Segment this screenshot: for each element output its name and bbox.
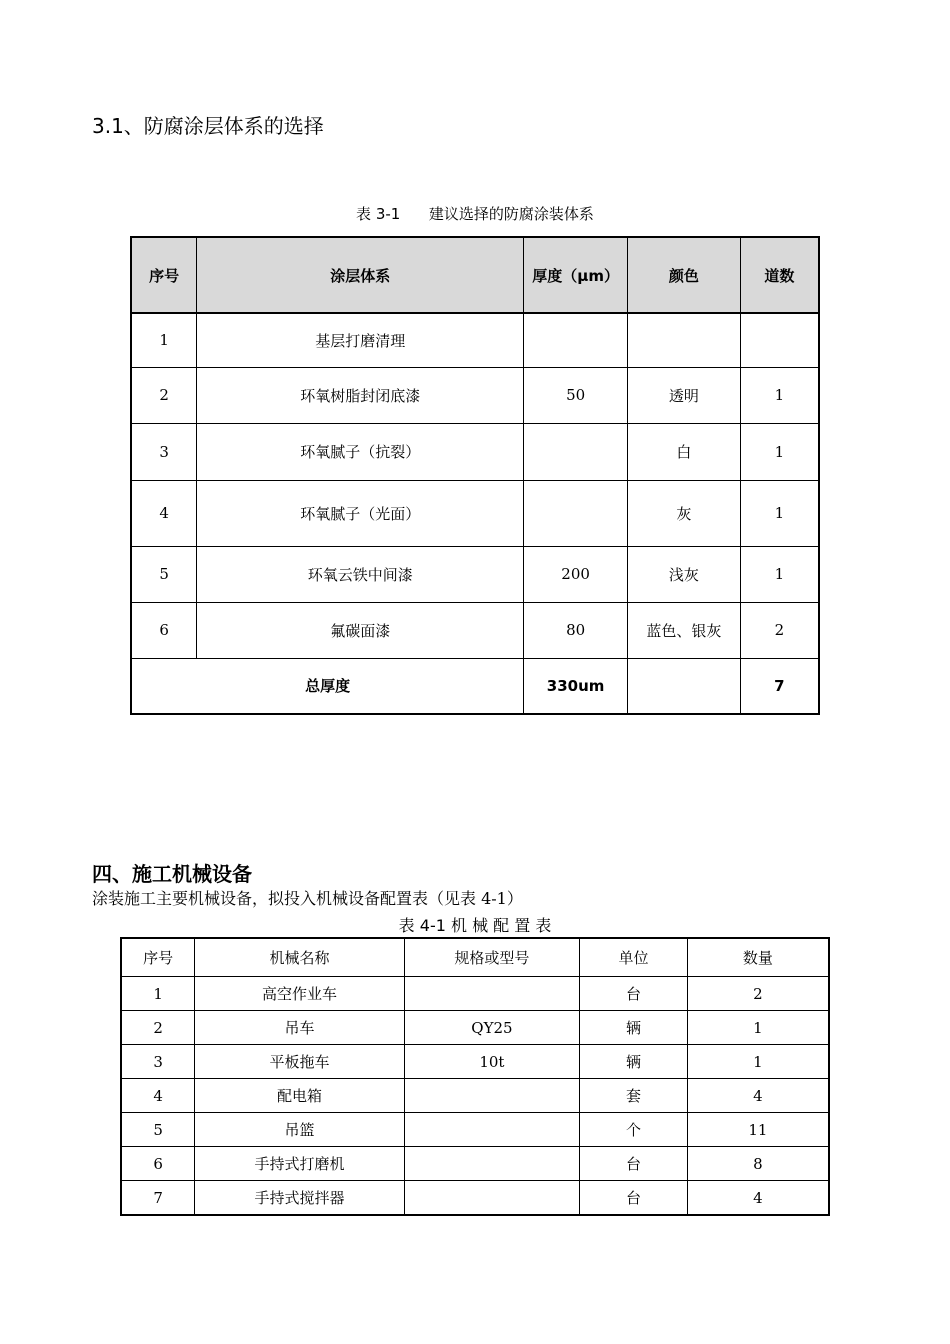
cell-coats: 2 bbox=[740, 602, 819, 658]
machinery-table bbox=[120, 937, 830, 1216]
header-coats: 道数 bbox=[740, 237, 819, 313]
cell-index: 2 bbox=[121, 1011, 195, 1045]
cell-machine-name: 吊车 bbox=[195, 1011, 404, 1045]
cell-coats: 1 bbox=[740, 367, 819, 423]
cell-coating: 环氧腻子（抗裂） bbox=[197, 423, 524, 480]
cell-unit: 台 bbox=[580, 977, 688, 1011]
cell-thickness bbox=[524, 423, 628, 480]
table-3-1-caption: 表 3-1 建议选择的防腐涂装体系 bbox=[356, 205, 594, 223]
header-quantity: 数量 bbox=[687, 938, 829, 977]
table-row bbox=[131, 480, 819, 546]
cell-model: 10t bbox=[404, 1045, 580, 1079]
table-row bbox=[131, 313, 819, 367]
cell-model: QY25 bbox=[404, 1011, 580, 1045]
table-header-row bbox=[131, 237, 819, 313]
cell-unit: 台 bbox=[580, 1181, 688, 1216]
cell-machine-name: 手持式打磨机 bbox=[195, 1147, 404, 1181]
cell-color bbox=[628, 313, 741, 367]
cell-index: 6 bbox=[131, 602, 197, 658]
cell-index: 7 bbox=[121, 1181, 195, 1216]
section-3-1-title: 3.1、防腐涂层体系的选择 bbox=[92, 114, 324, 138]
cell-model bbox=[404, 1079, 580, 1113]
table-header-row bbox=[121, 938, 829, 977]
total-thickness: 330um bbox=[524, 658, 628, 714]
section-4-intro: 涂装施工主要机械设备，拟投入机械设备配置表（见表 4-1） bbox=[92, 889, 523, 908]
table-row bbox=[131, 602, 819, 658]
coating-system-table bbox=[130, 236, 820, 715]
header-unit: 单位 bbox=[580, 938, 688, 977]
cell-quantity: 4 bbox=[687, 1181, 829, 1216]
cell-machine-name: 手持式搅拌器 bbox=[195, 1181, 404, 1216]
table-row bbox=[121, 1181, 829, 1216]
cell-coating: 环氧云铁中间漆 bbox=[197, 546, 524, 602]
cell-color: 白 bbox=[628, 423, 741, 480]
cell-coating: 氟碳面漆 bbox=[197, 602, 524, 658]
table-row bbox=[121, 1079, 829, 1113]
total-row bbox=[131, 658, 819, 714]
header-coating-system: 涂层体系 bbox=[197, 237, 524, 313]
table-4-1-caption: 表 4-1 机 械 配 置 表 bbox=[398, 916, 552, 935]
table-row bbox=[121, 1147, 829, 1181]
cell-index: 4 bbox=[131, 480, 197, 546]
cell-index: 6 bbox=[121, 1147, 195, 1181]
cell-index: 3 bbox=[121, 1045, 195, 1079]
cell-model bbox=[404, 1181, 580, 1216]
cell-coats: 1 bbox=[740, 546, 819, 602]
cell-quantity: 1 bbox=[687, 1011, 829, 1045]
cell-index: 1 bbox=[131, 313, 197, 367]
cell-index: 1 bbox=[121, 977, 195, 1011]
cell-model bbox=[404, 1113, 580, 1147]
cell-thickness bbox=[524, 480, 628, 546]
table-row bbox=[121, 1011, 829, 1045]
table-row bbox=[121, 1045, 829, 1079]
total-label: 总厚度 bbox=[131, 658, 524, 714]
table-row bbox=[131, 423, 819, 480]
header-index: 序号 bbox=[131, 237, 197, 313]
cell-color: 蓝色、银灰 bbox=[628, 602, 741, 658]
cell-quantity: 2 bbox=[687, 977, 829, 1011]
cell-unit: 套 bbox=[580, 1079, 688, 1113]
cell-color: 透明 bbox=[628, 367, 741, 423]
cell-unit: 辆 bbox=[580, 1011, 688, 1045]
cell-machine-name: 平板拖车 bbox=[195, 1045, 404, 1079]
cell-coats: 1 bbox=[740, 480, 819, 546]
cell-quantity: 4 bbox=[687, 1079, 829, 1113]
cell-thickness: 200 bbox=[524, 546, 628, 602]
table-row bbox=[121, 977, 829, 1011]
cell-coats bbox=[740, 313, 819, 367]
cell-thickness: 80 bbox=[524, 602, 628, 658]
cell-quantity: 11 bbox=[687, 1113, 829, 1147]
table-row bbox=[121, 1113, 829, 1147]
cell-index: 5 bbox=[121, 1113, 195, 1147]
cell-color: 浅灰 bbox=[628, 546, 741, 602]
header-color: 颜色 bbox=[628, 237, 741, 313]
cell-coating: 环氧树脂封闭底漆 bbox=[197, 367, 524, 423]
header-thickness: 厚度（μm） bbox=[524, 237, 628, 313]
cell-model bbox=[404, 1147, 580, 1181]
cell-machine-name: 配电箱 bbox=[195, 1079, 404, 1113]
header-model: 规格或型号 bbox=[404, 938, 580, 977]
cell-quantity: 1 bbox=[687, 1045, 829, 1079]
total-color bbox=[628, 658, 741, 714]
cell-color: 灰 bbox=[628, 480, 741, 546]
cell-machine-name: 吊篮 bbox=[195, 1113, 404, 1147]
cell-index: 3 bbox=[131, 423, 197, 480]
cell-unit: 个 bbox=[580, 1113, 688, 1147]
cell-coating: 环氧腻子（光面） bbox=[197, 480, 524, 546]
cell-index: 5 bbox=[131, 546, 197, 602]
total-coats: 7 bbox=[740, 658, 819, 714]
cell-thickness bbox=[524, 313, 628, 367]
cell-index: 2 bbox=[131, 367, 197, 423]
table-row bbox=[131, 546, 819, 602]
cell-model bbox=[404, 977, 580, 1011]
cell-quantity: 8 bbox=[687, 1147, 829, 1181]
cell-index: 4 bbox=[121, 1079, 195, 1113]
table-row bbox=[131, 367, 819, 423]
cell-thickness: 50 bbox=[524, 367, 628, 423]
header-index: 序号 bbox=[121, 938, 195, 977]
section-4-title: 四、施工机械设备 bbox=[92, 862, 252, 886]
cell-machine-name: 高空作业车 bbox=[195, 977, 404, 1011]
cell-unit: 辆 bbox=[580, 1045, 688, 1079]
cell-coats: 1 bbox=[740, 423, 819, 480]
cell-coating: 基层打磨清理 bbox=[197, 313, 524, 367]
cell-unit: 台 bbox=[580, 1147, 688, 1181]
header-machine-name: 机械名称 bbox=[195, 938, 404, 977]
